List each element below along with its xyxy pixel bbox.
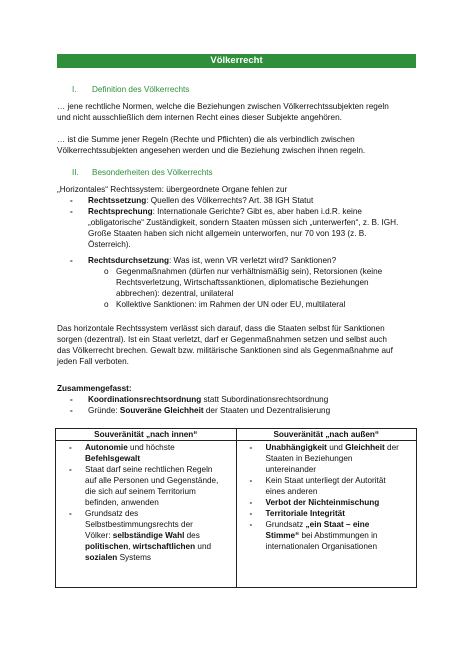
section-2-heading: Besonderheiten des Völkerrechts	[92, 168, 213, 177]
bullet-dash: -	[70, 196, 73, 205]
inner-item-2-line-1: Staat darf seine rechtlichen Regeln	[85, 465, 213, 474]
outer-item-5: Grundsatz „ein Staat – eine	[265, 520, 370, 529]
document-title: Völkerrecht	[57, 54, 416, 68]
bullet-rechtsprechung-line-3: Große Staaten haben sich nicht allgemein unterworfen, nur 70 von 193 (z. B.	[88, 229, 367, 238]
outer-item-1: Unabhängigkeit und Gleichheit der	[265, 443, 399, 452]
sub-bullet-circle: o	[104, 267, 109, 276]
sub-bullet-kollektive-sanktionen: Kollektive Sanktionen: im Rahmen der UN oder EU, multilateral	[116, 300, 346, 309]
paragraph-line-3: das Völkerrecht brechen. Gewalt bzw. militärische Sanktionen sind als Gegenmaßnahme auf	[57, 346, 393, 355]
section-1-heading: Definition des Völkerrechts	[92, 85, 190, 94]
bullet-rechtsprechung-line-4: Österreich).	[88, 240, 131, 249]
bullet-dash: -	[70, 406, 73, 415]
bullet-rechtsprechung-line-2: „obligatorische“ Zuständigkeit, sondern Staaten müssen sich „unterwerfen“, z. B. IGH.	[88, 218, 399, 227]
outer-item-2-line-1: Kein Staat unterliegt der Autorität	[265, 476, 386, 485]
outer-item-2-line-2: eines anderen	[265, 487, 318, 496]
inner-item-2-line-2: auf alle Personen und Gegenstände,	[85, 476, 219, 485]
sovereignty-table	[55, 428, 417, 588]
inner-item-2-line-4: befinden, anwenden	[85, 498, 159, 507]
definition-2-line-1: … ist die Summe jener Regeln (Rechte und Pflichten) die als verbindlich zwischen	[57, 135, 355, 144]
summary-item-2: Gründe: Souveräne Gleichheit der Staaten und Dezentralisierung	[88, 406, 331, 415]
summary-item-1: Koordinationsrechtsordnung statt Subordinationsrechtsordnung	[88, 395, 329, 404]
definition-1-line-1: … jene rechtliche Normen, welche die Beziehungen zwischen Völkerrechtssubjekten regeln	[57, 102, 389, 111]
outer-item-1-line-3: untereinander	[265, 465, 317, 474]
inner-item-3-line-1: Grundsatz des	[85, 509, 139, 518]
inner-item-3-line-2: Selbstbestimmungsrechts der	[85, 520, 193, 529]
paragraph-line-2: sorgen (dezentral). Ist ein Staat verletzt, darf er Gegenmaßnahmen setzen und selbst auch	[57, 335, 387, 344]
outer-item-1-line-2: Staaten in Beziehungen	[265, 454, 353, 463]
definition-1-line-2: und nicht ausschließlich dem internen Recht eines dieser Subjekte angehören.	[57, 113, 342, 122]
table-cell-outer: - Unabhängigkeit und Gleichheit der Staaten in Beziehungen untereinander - Kein Staat unterliegt der Autorität eines anderen - Verbot der Nichteinmischung - Territoriale Integrität - Grundsatz „ein Staat – eine Stimme“ bei Abstimmungen in internationalen Organisationen	[236, 441, 417, 588]
outer-item-5-line-3: internationalen Organisationen	[265, 542, 378, 551]
paragraph-line-1: Das horizontale Rechtssystem verlässt sich darauf, dass die Staaten selbst für Sanktionen	[57, 324, 385, 333]
bullet-rechtsdurchsetzung: Rechtsdurchsetzung: Was ist, wenn VR verletzt wird? Sanktionen?	[88, 256, 337, 265]
summary-label: Zusammengefasst:	[57, 384, 132, 393]
inner-item-1: Autonomie und höchste	[85, 443, 175, 452]
table-cell-inner: - Autonomie und höchste Befehlsgewalt - Staat darf seine rechtlichen Regeln auf alle Personen und Gegenstände, die sich auf seinem Territorium befinden, anwenden - Grundsatz des Selbstbestimmungsrechts der Völker: selbständige Wahl des politischen, wirtschaftlichen und sozialen Systems	[56, 441, 237, 588]
table-header-outer: Souveränität „nach außen“	[236, 429, 417, 441]
bullet-dash: -	[70, 207, 73, 216]
sub-bullet-circle: o	[104, 300, 109, 309]
definition-2-line-2: Völkerrechtssubjekten angesehen werden und die Beziehung zwischen ihnen regeln.	[57, 146, 366, 155]
bullet-dash: -	[70, 256, 73, 265]
table-header-inner: Souveränität „nach innen“	[56, 429, 237, 441]
inner-item-1-line-2: Befehlsgewalt	[85, 454, 141, 463]
outer-item-4: Territoriale Integrität	[265, 509, 345, 518]
inner-item-3-line-5: sozialen Systems	[85, 553, 151, 562]
bullet-rechtsprechung: Rechtsprechung: Internationale Gerichte? Gibt es, aber haben i.d.R. keine	[88, 207, 362, 216]
sub-bullet-gegenmassnahmen-line-3: abbrechen): dezentral, unilateral	[116, 289, 234, 298]
outer-item-3: Verbot der Nichteinmischung	[265, 498, 380, 507]
section-2-intro: „Horizontales“ Rechtssystem: übergeordnete Organe fehlen zur	[57, 185, 288, 194]
paragraph-line-4: jeden Fall verboten.	[57, 357, 129, 366]
inner-item-3-line-3: Völker: selbständige Wahl des	[85, 531, 200, 540]
section-2-number: II.	[72, 168, 79, 177]
sub-bullet-gegenmassnahmen-line-1: Gegenmaßnahmen (dürfen nur verhältnismäßig sein), Retorsionen (keine	[116, 267, 383, 276]
outer-item-5-line-2: Stimme“ bei Abstimmungen in	[265, 531, 378, 540]
bullet-dash: -	[70, 395, 73, 404]
bullet-rechtssetzung: Rechtssetzung: Quellen des Völkerrechts? Art. 38 IGH Statut	[88, 196, 314, 205]
sub-bullet-gegenmassnahmen-line-2: Rechtsverletzung, Wirtschaftssanktionen, diplomatische Beziehungen	[116, 278, 369, 287]
inner-item-3-line-4: politischen, wirtschaftlichen und	[85, 542, 212, 551]
inner-item-2-line-3: die sich auf seinem Territorium	[85, 487, 196, 496]
section-1-number: I.	[72, 85, 77, 94]
